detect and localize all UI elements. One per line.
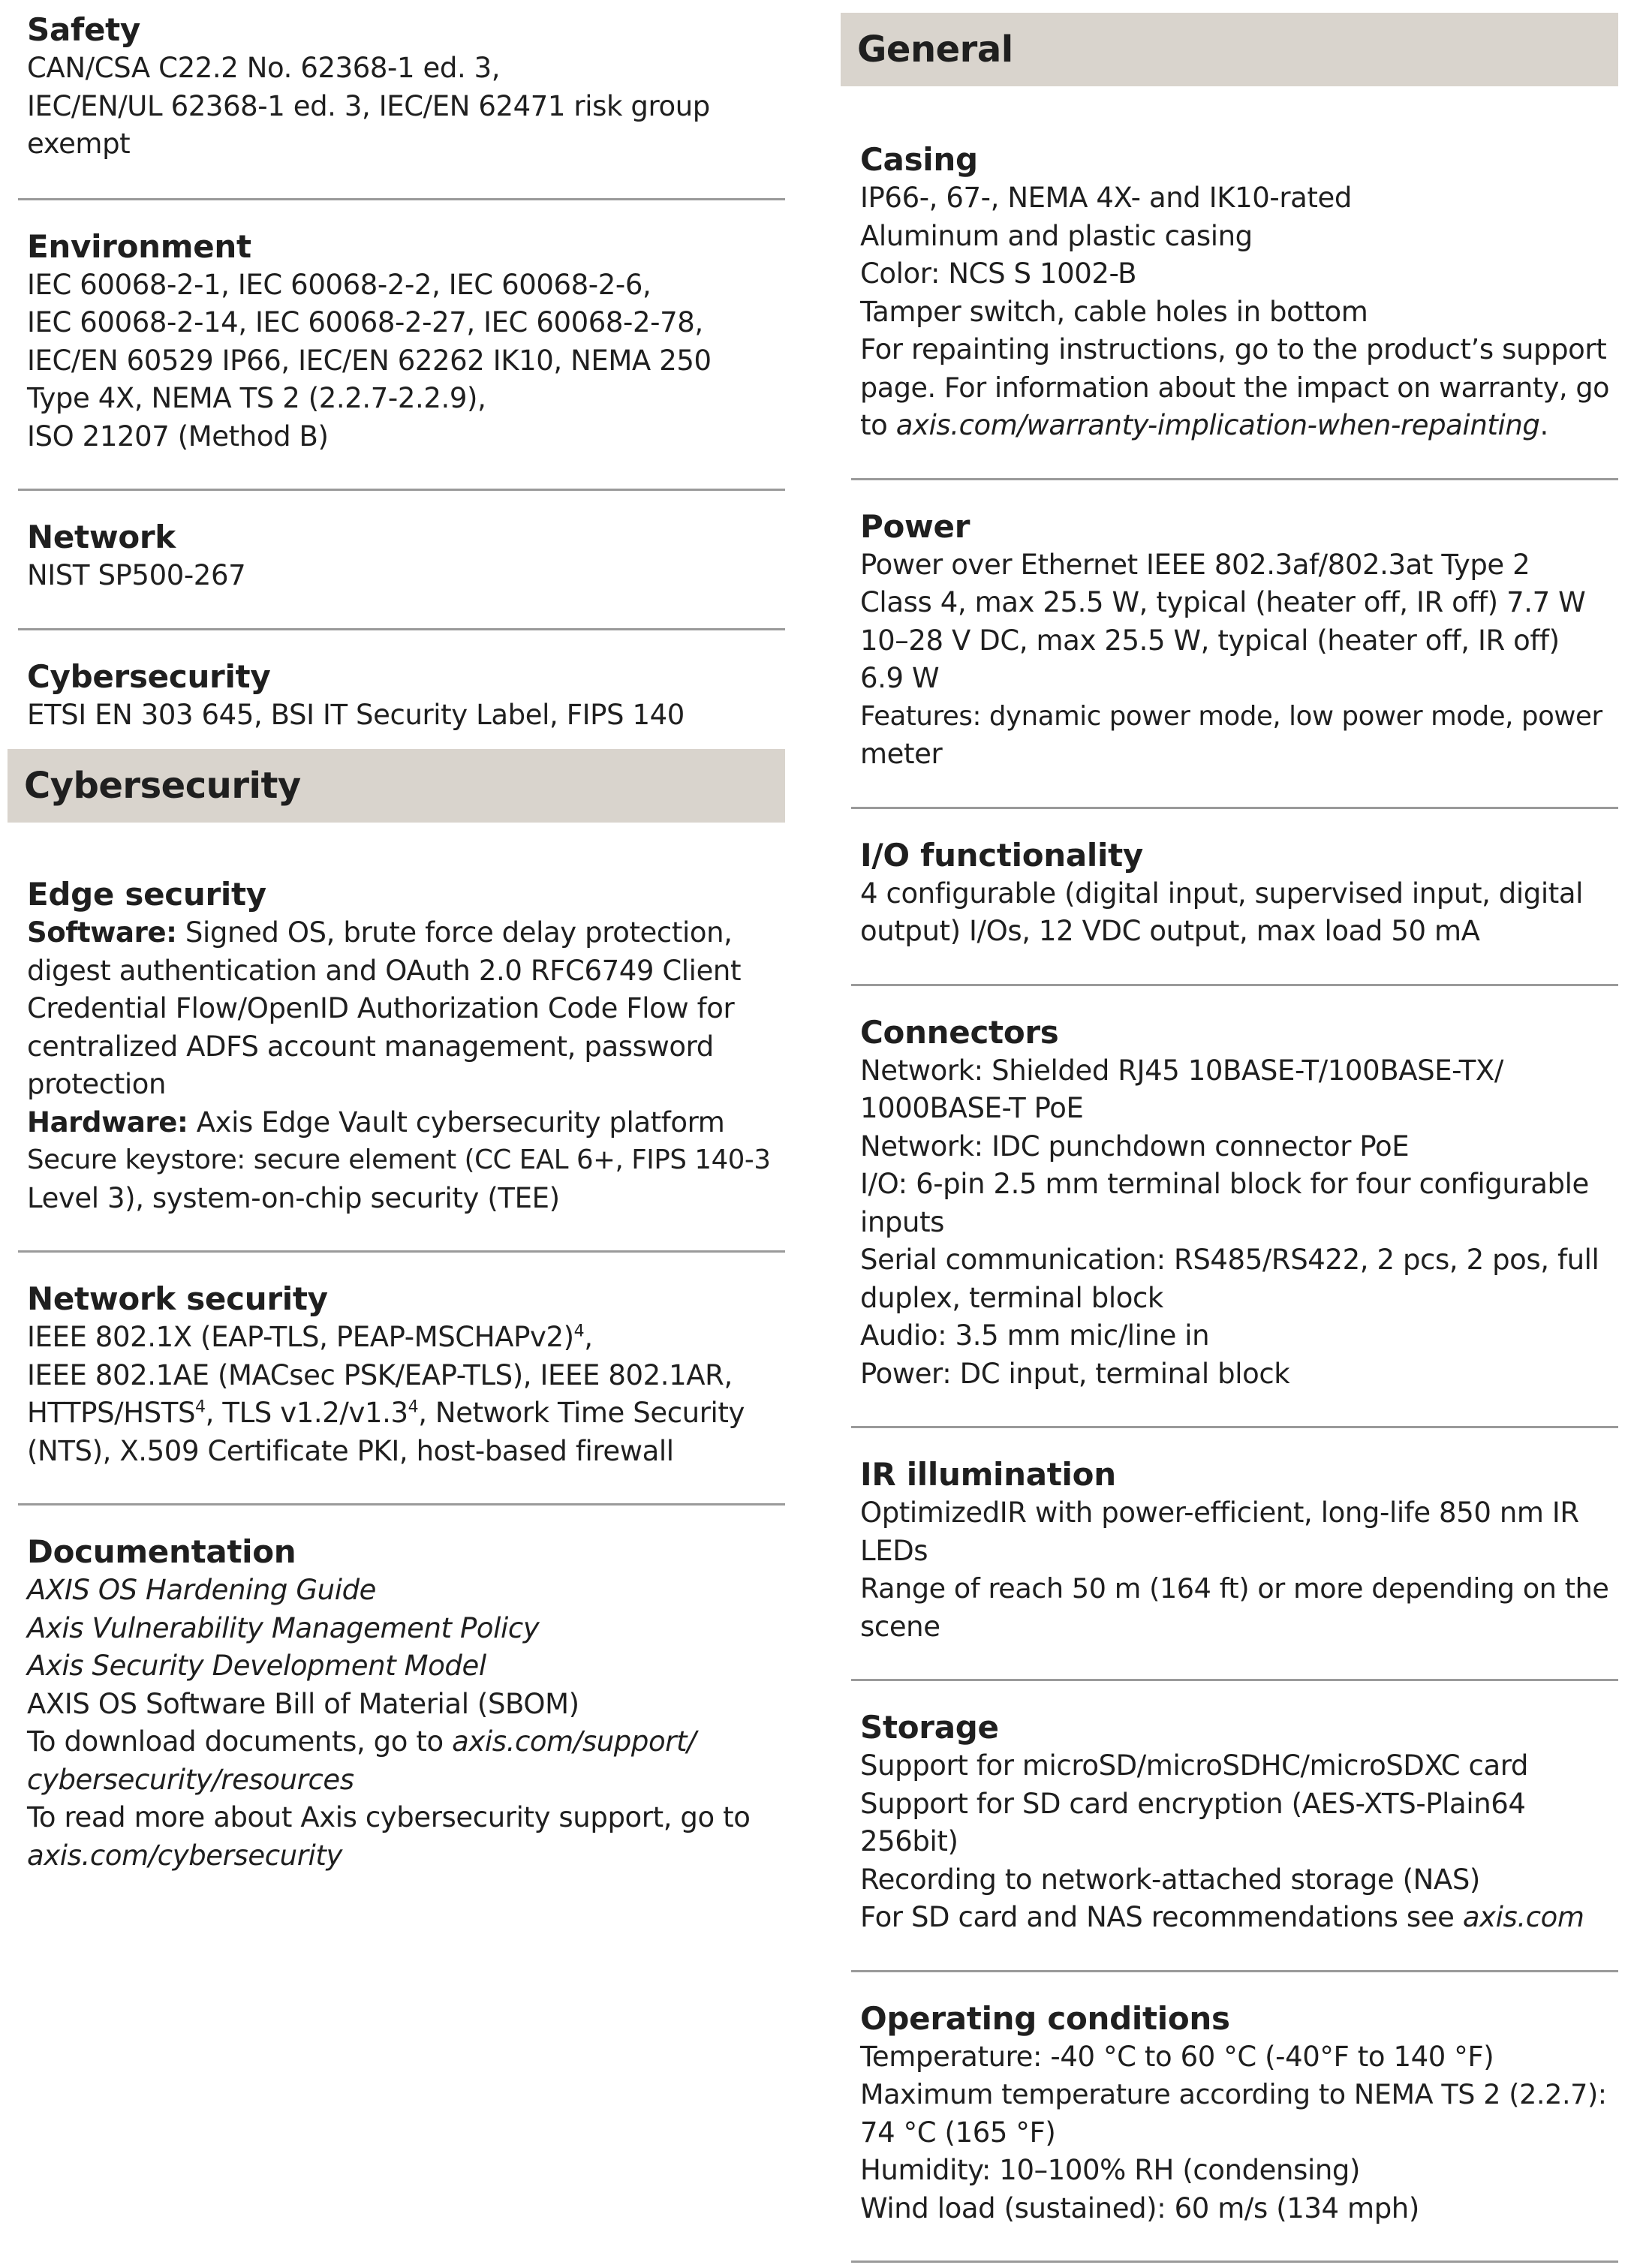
body-line: [27, 1394, 778, 1433]
body-line: LEDs: [860, 1534, 928, 1567]
body-line: AXIS OS Software Bill of Material (SBOM): [27, 1687, 579, 1720]
body-line: IEC/EN 60529 IP66, IEC/EN 62262 IK10, NEMA 250: [27, 344, 712, 377]
body-line: 10–28 V DC, max 25.5 W, typical (heater off, IR off): [860, 624, 1560, 657]
body-line: exempt: [27, 128, 131, 160]
body-line: [27, 914, 778, 952]
power-section: [841, 480, 1618, 774]
environment-section: [8, 200, 785, 456]
hardware-label: Hardware:: [27, 1105, 188, 1139]
text-span: To download documents, go to: [27, 1725, 453, 1758]
section-title: Safety: [27, 11, 141, 48]
body-line: Power over Ethernet IEEE 802.3af/802.3at Type 2: [860, 548, 1530, 581]
body-line: Range of reach 50 m (164 ft) or more depending on the: [860, 1572, 1609, 1605]
body-line: Level 3), system-on-chip security (TEE): [27, 1181, 560, 1214]
section-title: Cybersecurity: [27, 657, 271, 695]
body-line: Credential Flow/OpenID Authorization Code Flow for: [27, 992, 735, 1024]
body-line: [860, 1899, 1611, 1937]
body-line: OptimizedIR with power-efficient, long-life 850 nm IR: [860, 1496, 1579, 1529]
warranty-link[interactable]: axis.com/warranty-implication-when-repainting: [895, 409, 1540, 441]
software-text: Signed OS, brute force delay protection,: [176, 916, 733, 949]
software-label: Software:: [27, 916, 177, 949]
section-title: Power: [860, 507, 970, 545]
left-column: [8, 0, 785, 1875]
text-span: , TLS v1.2/v1.3: [205, 1397, 408, 1429]
body-line: Class 4, max 25.5 W, typical (heater off, IR off) 7.7 W: [860, 586, 1586, 618]
cybersecurity-band: Cybersecurity: [8, 749, 785, 823]
body-line: 1000BASE-T PoE: [860, 1092, 1084, 1124]
axis-link[interactable]: axis.com: [1462, 1901, 1584, 1933]
body-line: Type 4X, NEMA TS 2 (2.2.7-2.2.9),: [27, 382, 486, 414]
text-span: .: [1539, 409, 1548, 441]
body-line: Serial communication: RS485/RS422, 2 pcs, 2 pos, full: [860, 1244, 1599, 1276]
cybersecurity-link[interactable]: axis.com/cybersecurity: [27, 1839, 343, 1872]
footnote-ref: 4: [195, 1397, 206, 1417]
body-line: ISO 21207 (Method B): [27, 420, 329, 453]
text-span: For SD card and NAS recommendations see: [860, 1901, 1463, 1933]
section-title: Storage: [860, 1709, 999, 1746]
body-line: protection: [27, 1068, 167, 1100]
section-title: Connectors: [860, 1013, 1059, 1051]
network-security-section: [8, 1253, 785, 1470]
network-section: [8, 491, 785, 595]
body-line: Wind load (sustained): 60 m/s (134 mph): [860, 2191, 1419, 2224]
divider: [851, 2260, 1618, 2263]
operating-conditions-section: [841, 1972, 1618, 2228]
body-line: Audio: 3.5 mm mic/line in: [860, 1319, 1210, 1352]
body-line: IEC 60068-2-14, IEC 60068-2-27, IEC 60068-2-78,: [27, 306, 703, 338]
body-line: digest authentication and OAuth 2.0 RFC6749 Client: [27, 954, 742, 987]
body-line: For repainting instructions, go to the product’s support: [860, 333, 1607, 365]
right-column: [841, 0, 1618, 2263]
section-title: Environment: [27, 227, 251, 265]
body-line: meter: [860, 738, 943, 770]
section-title: Network security: [27, 1280, 328, 1317]
body-line: Temperature: -40 °C to 60 °C (-40°F to 140 °F): [860, 2040, 1494, 2073]
body-line: NIST SP500-267: [27, 559, 246, 591]
body-line: Aluminum and plastic casing: [860, 219, 1253, 252]
connectors-section: [841, 986, 1618, 1394]
body-line: Features: dynamic power mode, low power mode, power: [860, 700, 1602, 732]
body-line: scene: [860, 1610, 940, 1643]
body-line: page. For information about the impact on warranty, go: [860, 371, 1610, 404]
section-title: I/O functionality: [860, 836, 1143, 874]
hardware-text: Axis Edge Vault cybersecurity platform: [188, 1105, 725, 1139]
body-line: Secure keystore: secure element (CC EAL 6+, FIPS 140-3: [27, 1145, 771, 1175]
body-line: IEEE 802.1AE (MACsec PSK/EAP-TLS), IEEE 802.1AR,: [27, 1358, 733, 1391]
body-line: 74 °C (165 °F): [860, 2116, 1056, 2149]
body-line: ETSI EN 303 645, BSI IT Security Label, FIPS 140: [27, 698, 685, 731]
body-line: Support for SD card encryption (AES-XTS-Plain64: [860, 1787, 1526, 1820]
body-line: [27, 1723, 778, 1761]
doc-link-vulnerability-policy[interactable]: Axis Vulnerability Management Policy: [27, 1611, 540, 1644]
body-line: [27, 1319, 778, 1357]
doc-link-security-model[interactable]: Axis Security Development Model: [27, 1650, 486, 1682]
body-line: (NTS), X.509 Certificate PKI, host-based firewall: [27, 1434, 674, 1467]
casing-section: [841, 86, 1618, 445]
body-line: 256bit): [860, 1825, 958, 1857]
section-title: Edge security: [27, 876, 266, 913]
body-line: I/O: 6-pin 2.5 mm terminal block for four configurable: [860, 1168, 1589, 1200]
body-line: Power: DC input, terminal block: [860, 1357, 1290, 1390]
footnote-ref: 4: [408, 1397, 419, 1417]
storage-section: [841, 1681, 1618, 1937]
section-title: Operating conditions: [860, 1999, 1230, 2037]
body-line: CAN/CSA C22.2 No. 62368-1 ed. 3,: [27, 52, 501, 84]
body-line: Humidity: 10–100% RH (condensing): [860, 2154, 1361, 2186]
body-line: [27, 1104, 778, 1142]
body-line: duplex, terminal block: [860, 1281, 1163, 1314]
section-title: IR illumination: [860, 1456, 1116, 1493]
section-title: Casing: [860, 141, 978, 178]
support-link[interactable]: axis.com/support/: [452, 1725, 697, 1758]
general-band: General: [841, 13, 1618, 86]
safety-section: [8, 0, 785, 164]
ir-section: [841, 1428, 1618, 1646]
body-line: Color: NCS S 1002-B: [860, 257, 1137, 290]
cybersecurity-standards-section: [8, 630, 785, 735]
body-line: 4 configurable (digital input, supervised input, digital: [860, 877, 1583, 910]
edge-security-section: [8, 823, 785, 1217]
body-line: centralized ADFS account management, password: [27, 1030, 714, 1063]
body-line: Maximum temperature according to NEMA TS 2 (2.2.7):: [860, 2078, 1607, 2110]
text-span: IEEE 802.1X (EAP-TLS, PEAP-MSCHAPv2): [27, 1321, 574, 1353]
body-line: IEC 60068-2-1, IEC 60068-2-2, IEC 60068-2-6,: [27, 268, 651, 301]
io-section: [841, 809, 1618, 951]
body-line: output) I/Os, 12 VDC output, max load 50 mA: [860, 915, 1480, 947]
documentation-section: [8, 1505, 785, 1875]
body-line: Support for microSD/microSDHC/microSDXC card: [860, 1749, 1529, 1782]
footnote-ref: 4: [573, 1322, 585, 1341]
body-line: 6.9 W: [860, 662, 940, 694]
section-title: Documentation: [27, 1533, 296, 1570]
text-span: to: [860, 409, 896, 441]
body-line: [860, 407, 1611, 445]
body-line: To read more about Axis cybersecurity support, go to: [27, 1801, 751, 1833]
body-line: IEC/EN/UL 62368-1 ed. 3, IEC/EN 62471 risk group: [27, 89, 710, 122]
text-span: ,: [584, 1321, 593, 1353]
text-span: HTTPS/HSTS: [27, 1397, 196, 1429]
body-line: inputs: [860, 1205, 945, 1238]
body-line: Network: IDC punchdown connector PoE: [860, 1129, 1410, 1163]
body-line: Tamper switch, cable holes in bottom: [860, 295, 1368, 328]
body-line: IP66-, 67-, NEMA 4X- and IK10-rated: [860, 182, 1352, 214]
text-span: , Network Time Security: [418, 1397, 745, 1429]
body-line: Recording to network-attached storage (NAS): [860, 1863, 1480, 1896]
doc-link-hardening-guide[interactable]: AXIS OS Hardening Guide: [27, 1574, 377, 1606]
section-title: Network: [27, 519, 176, 555]
body-line: Network: Shielded RJ45 10BASE-T/100BASE-TX/: [860, 1054, 1503, 1087]
support-link-cont[interactable]: cybersecurity/resources: [27, 1763, 354, 1796]
